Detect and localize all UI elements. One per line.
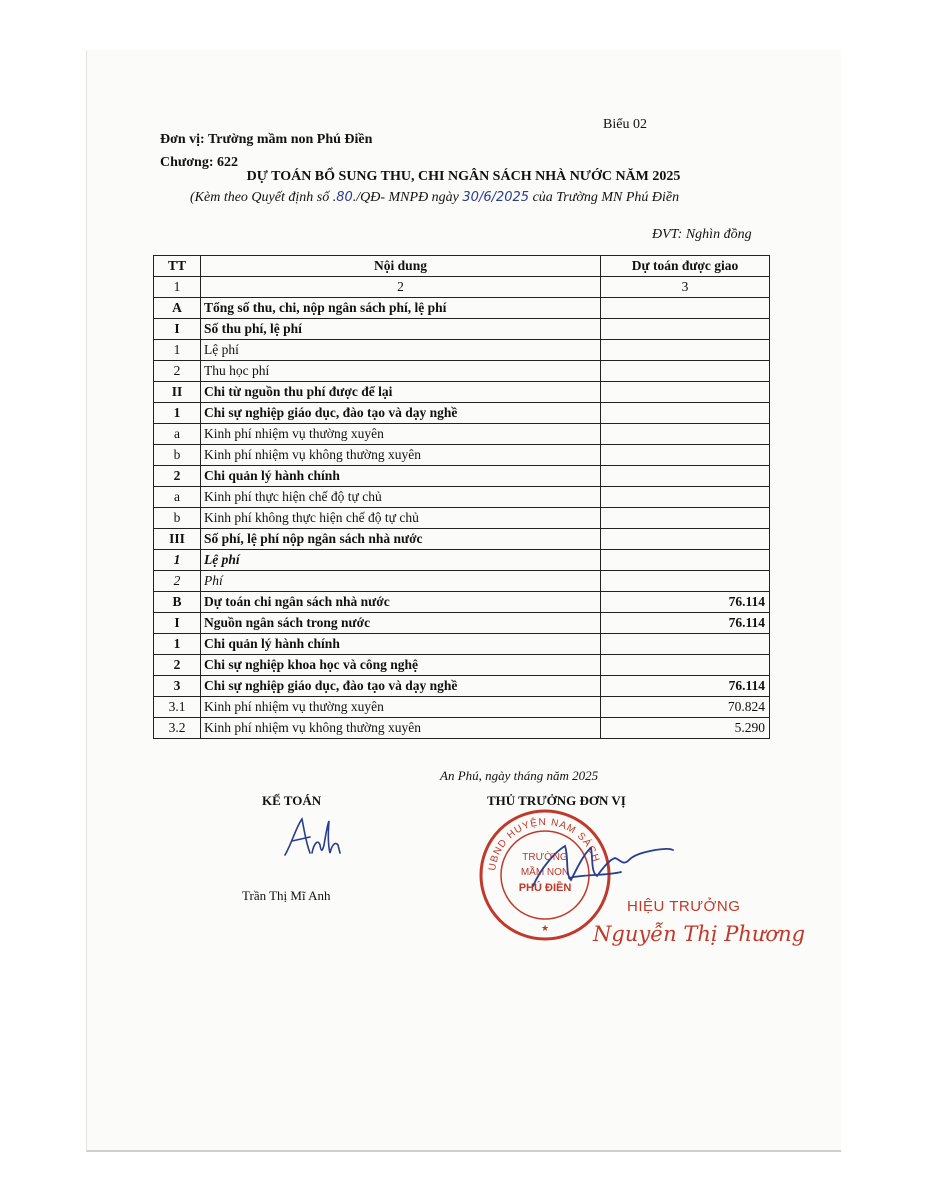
row-amount: 76.114 [601,676,770,697]
row-content: Nguồn ngân sách trong nước [201,613,601,634]
row-number: I [154,613,201,634]
table-row [154,592,770,613]
row-content: Kinh phí nhiệm vụ không thường xuyên [201,718,601,739]
column-number: 1 [154,277,201,298]
row-content: Kinh phí nhiệm vụ không thường xuyên [201,445,601,466]
budget-table [153,255,770,739]
table-row [154,718,770,739]
row-number: 2 [154,466,201,487]
row-content: Phí [201,571,601,592]
row-number: a [154,487,201,508]
principal-label: HIỆU TRƯỞNG [627,898,741,915]
row-number: A [154,298,201,319]
svg-text:PHÚ ĐIỀN: PHÚ ĐIỀN [518,882,572,894]
row-amount [601,487,770,508]
row-content: Tổng số thu, chi, nộp ngân sách phí, lệ phí [201,298,601,319]
svg-text:★: ★ [540,923,550,933]
header-content: Nội dung [201,256,601,277]
form-label: Biểu 02 [603,117,647,132]
row-number: 2 [154,361,201,382]
row-number: 1 [154,403,201,424]
document-title: DỰ TOÁN BỔ SUNG THU, CHI NGÂN SÁCH NHÀ NƯỚC NĂM 2025 [246,169,681,184]
unit-name: Đơn vị: Trường mầm non Phú Điền [160,132,373,147]
table-row [154,487,770,508]
row-amount [601,571,770,592]
svg-text:MẦM NON: MẦM NON [520,867,570,878]
table-row [154,529,770,550]
header-tt: TT [154,256,201,277]
row-number: 1 [154,340,201,361]
row-number: III [154,529,201,550]
table-row [154,655,770,676]
table-row [154,466,770,487]
row-content: Lệ phí [201,340,601,361]
row-number: 3.1 [154,697,201,718]
table-row [154,550,770,571]
principal-name: Nguyễn Thị Phương [593,922,806,946]
row-amount [601,382,770,403]
row-number: B [154,592,201,613]
row-content: Số phí, lệ phí nộp ngân sách nhà nước [201,529,601,550]
subtitle-prefix: (Kèm theo Quyết định số . [190,190,337,205]
row-content: Chi quản lý hành chính [201,466,601,487]
row-content: Thu học phí [201,361,601,382]
row-amount: 76.114 [601,613,770,634]
row-content: Kinh phí nhiệm vụ thường xuyên [201,424,601,445]
currency-unit: ĐVT: Nghìn đồng [652,227,752,242]
row-amount [601,361,770,382]
row-content: Kinh phí thực hiện chế độ tự chủ [201,487,601,508]
table-row [154,634,770,655]
row-number: 2 [154,571,201,592]
decision-date: 30/6/2025 [462,190,530,205]
table-row [154,571,770,592]
table-row [154,445,770,466]
row-amount [601,550,770,571]
row-content: Số thu phí, lệ phí [201,319,601,340]
row-amount [601,634,770,655]
table-row [154,676,770,697]
column-number: 2 [201,277,601,298]
table-row [154,508,770,529]
row-number: I [154,319,201,340]
row-amount [601,298,770,319]
row-amount [601,466,770,487]
row-content: Lệ phí [201,550,601,571]
row-amount [601,340,770,361]
table-row [154,298,770,319]
column-number: 3 [601,277,770,298]
table-row [154,319,770,340]
row-amount: 70.824 [601,697,770,718]
row-amount [601,403,770,424]
subtitle-mid: ./QĐ- MNPĐ ngày [352,190,463,205]
row-amount [601,655,770,676]
row-amount [601,424,770,445]
accountant-name: Trần Thị Mĩ Anh [242,888,331,903]
table-row [154,697,770,718]
header-amount: Dự toán được giao [601,256,770,277]
row-content: Chi quản lý hành chính [201,634,601,655]
row-number: 1 [154,634,201,655]
row-content: Chi sự nghiệp khoa học và công nghệ [201,655,601,676]
table-row [154,361,770,382]
row-content: Chi từ nguồn thu phí được để lại [201,382,601,403]
row-number: II [154,382,201,403]
accountant-title: KẾ TOÁN [262,793,322,808]
table-row [154,403,770,424]
head-signature [525,838,675,893]
table-row [154,424,770,445]
row-content: Chi sự nghiệp giáo dục, đào tạo và dạy nghề [201,676,601,697]
row-content: Kinh phí nhiệm vụ thường xuyên [201,697,601,718]
row-number: 1 [154,550,201,571]
row-number: b [154,445,201,466]
subtitle-suffix: của Trường MN Phú Điền [529,190,680,205]
table-header-row [154,256,770,277]
row-amount: 5.290 [601,718,770,739]
svg-text:UBND HUYỆN NAM SÁCH: UBND HUYỆN NAM SÁCH [487,816,602,872]
table-row [154,340,770,361]
row-content: Kinh phí không thực hiện chế độ tự chủ [201,508,601,529]
row-amount [601,319,770,340]
chapter-code: Chương: 622 [160,155,238,170]
row-amount: 76.114 [601,592,770,613]
table-row [154,613,770,634]
row-number: 3.2 [154,718,201,739]
row-number: a [154,424,201,445]
row-number: b [154,508,201,529]
document-subtitle [190,190,679,206]
svg-text:TRƯỜNG: TRƯỜNG [522,852,568,863]
column-number-row [154,277,770,298]
row-amount [601,508,770,529]
row-number: 2 [154,655,201,676]
head-of-unit-title: THỦ TRƯỞNG ĐƠN VỊ [487,793,626,808]
table-row [154,382,770,403]
row-amount [601,529,770,550]
row-content: Dự toán chi ngân sách nhà nước [201,592,601,613]
row-content: Chi sự nghiệp giáo dục, đào tạo và dạy nghề [201,403,601,424]
row-amount [601,445,770,466]
row-number: 3 [154,676,201,697]
decision-number: 80 [336,190,353,205]
accountant-signature [280,815,345,860]
place-date: An Phú, ngày tháng năm 2025 [440,768,599,783]
